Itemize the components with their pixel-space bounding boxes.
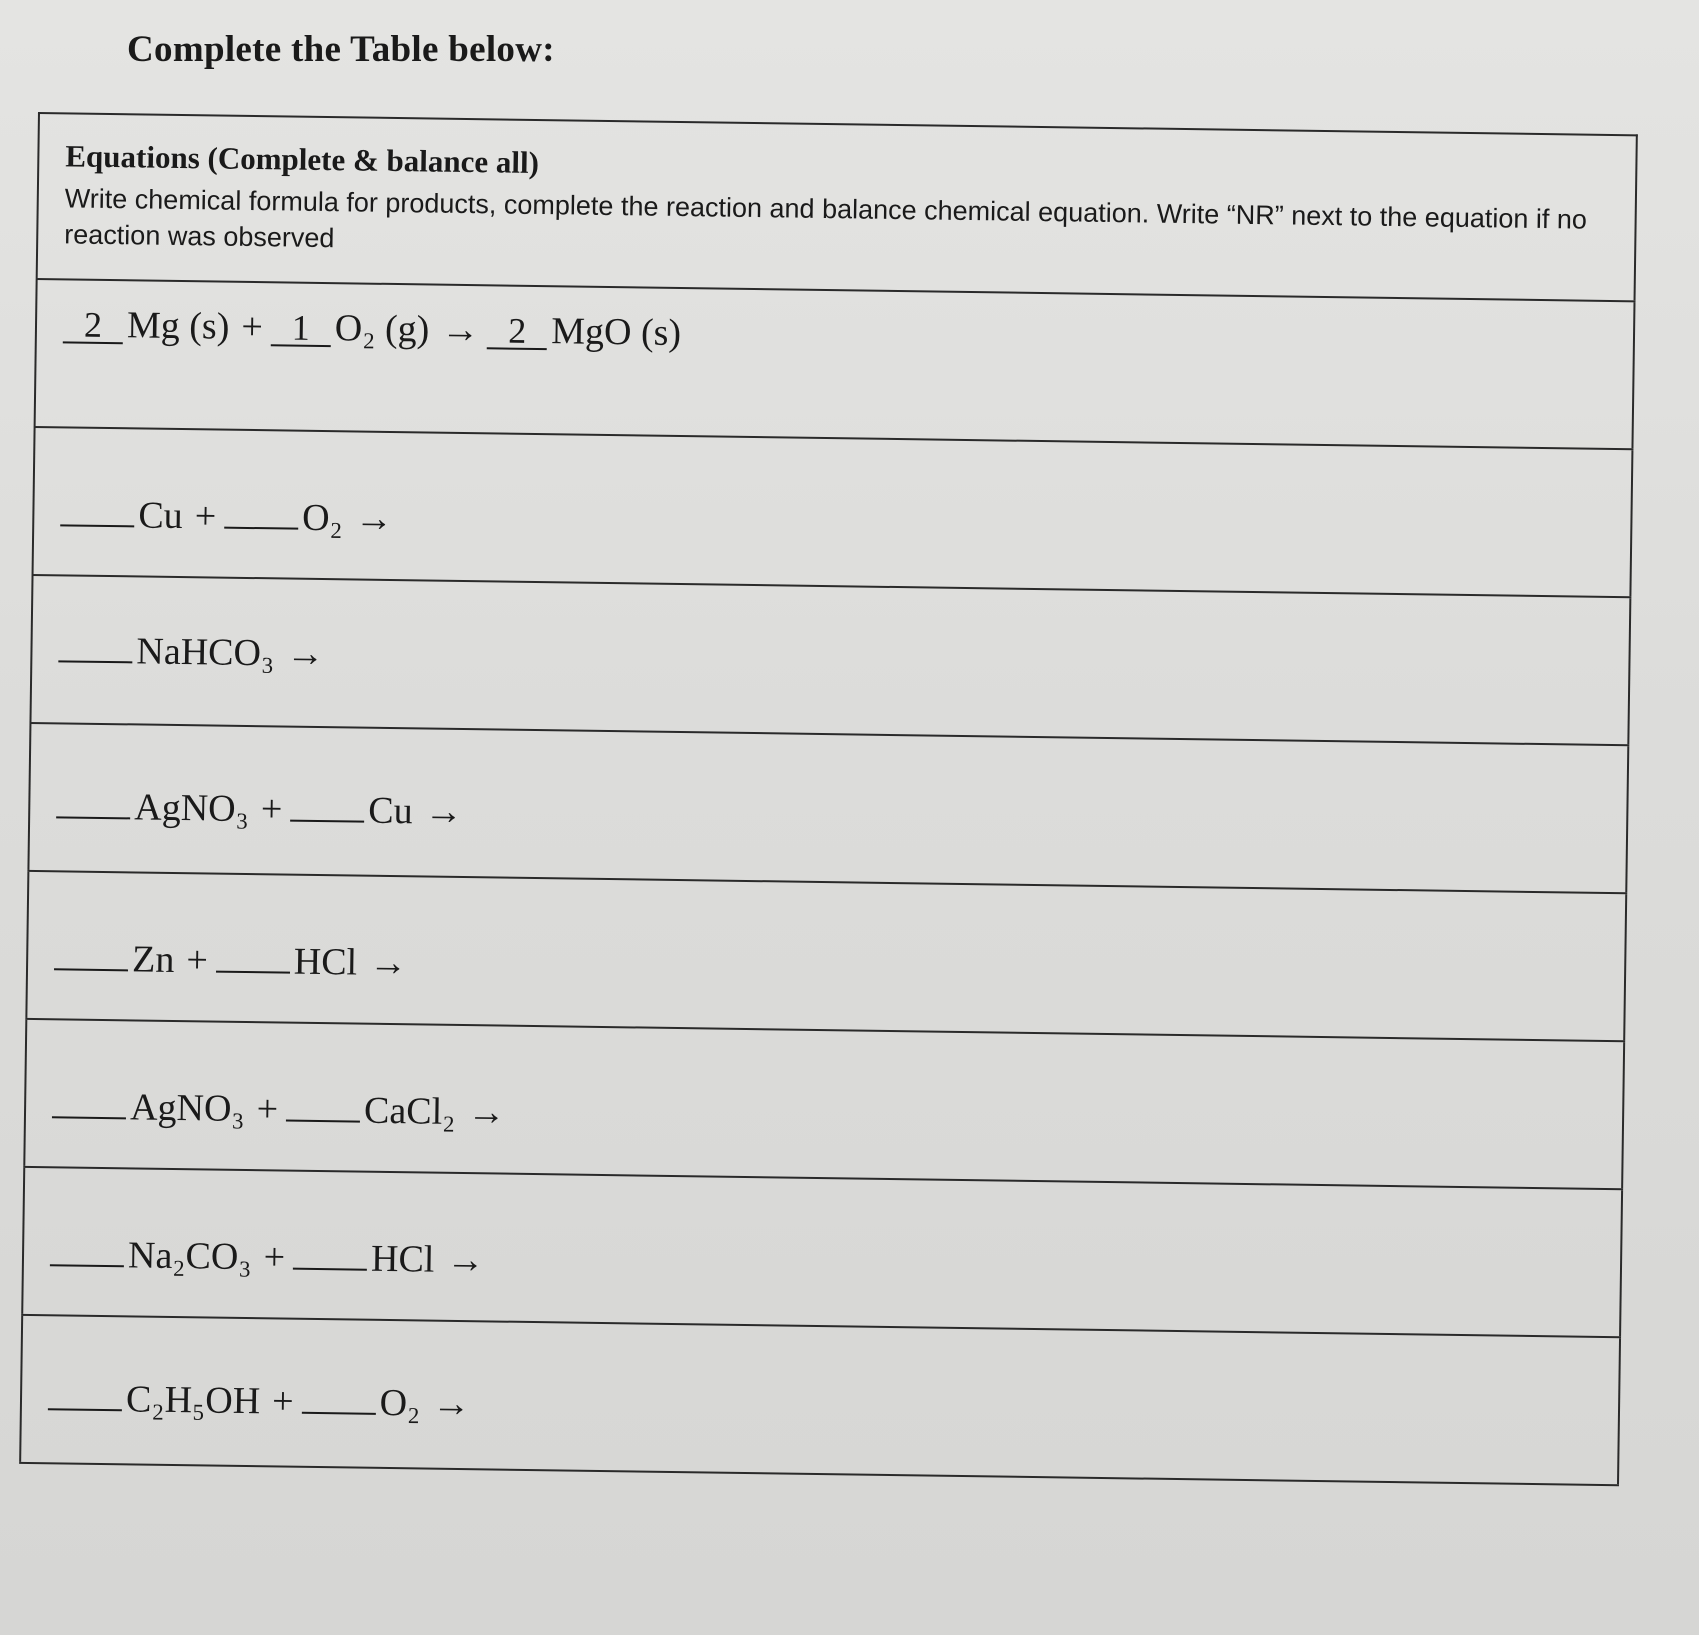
equation-agno3-cu xyxy=(56,724,1601,850)
plus-sign: + xyxy=(194,495,217,538)
reaction-arrow: → xyxy=(424,790,463,833)
coefficient-blank[interactable] xyxy=(224,527,298,530)
table-row xyxy=(33,427,1633,597)
reactant-formula: Na₂CO₃ xyxy=(127,1234,252,1279)
table-header-cell xyxy=(37,113,1637,301)
reaction-arrow: → xyxy=(432,1382,471,1426)
equation-cell xyxy=(20,1315,1620,1485)
equation-cell xyxy=(35,279,1635,449)
reactant-formula: O₂ xyxy=(301,496,344,540)
equation-c2h5oh-o2 xyxy=(48,1316,1593,1442)
reactant-formula: CaCl₂ xyxy=(363,1089,456,1133)
plus-sign: + xyxy=(271,1380,294,1423)
equation-cell xyxy=(24,1019,1624,1189)
coefficient-blank[interactable]: 1 xyxy=(271,310,331,347)
coefficient-blank[interactable] xyxy=(52,1116,126,1119)
coefficient-blank[interactable] xyxy=(290,820,364,823)
coefficient-blank[interactable] xyxy=(293,1268,367,1271)
reactant-formula: Zn xyxy=(131,938,175,981)
equation-cell xyxy=(28,723,1628,893)
reactant-formula: HCl xyxy=(370,1237,435,1281)
reaction-arrow: → xyxy=(354,497,394,540)
plus-sign: + xyxy=(263,1236,286,1279)
coefficient-blank[interactable] xyxy=(50,1264,124,1267)
table-row xyxy=(24,1019,1624,1189)
reactant-formula: Mg (s) xyxy=(126,304,230,348)
reaction-arrow: → xyxy=(285,632,325,676)
coefficient-blank[interactable] xyxy=(54,968,128,971)
worksheet-table-container xyxy=(18,112,1638,1584)
reactant-formula: O₂ (g) xyxy=(334,307,430,351)
equation-zn-hcl xyxy=(54,872,1599,1002)
plus-sign: + xyxy=(241,305,264,349)
coefficient-blank[interactable] xyxy=(58,660,132,663)
table-row xyxy=(28,723,1628,893)
table-row xyxy=(35,279,1635,449)
plus-sign: + xyxy=(256,1088,279,1131)
table-row xyxy=(30,575,1630,745)
coefficient-blank[interactable] xyxy=(48,1408,122,1411)
plus-sign: + xyxy=(186,939,209,982)
equation-cell xyxy=(26,871,1626,1041)
reaction-arrow: → xyxy=(446,1238,485,1282)
header-instructions: Write chemical formula for products, complete the reaction and balance chemical equation. Write “NR” next to the equation if no reaction was observed xyxy=(64,183,1588,254)
coefficient-blank[interactable] xyxy=(301,1412,375,1415)
equation-agno3-cacl2 xyxy=(52,1020,1597,1150)
coefficient-blank[interactable] xyxy=(60,524,134,527)
equation-cell xyxy=(22,1167,1622,1337)
equation-cell xyxy=(30,575,1630,745)
reactant-formula: AgNO₃ xyxy=(129,1086,245,1130)
coefficient-blank[interactable] xyxy=(286,1120,360,1123)
coefficient-blank[interactable]: 2 xyxy=(63,307,123,344)
page-title: Complete the Table below: xyxy=(127,29,555,70)
reactant-formula: NaHCO₃ xyxy=(136,630,275,675)
table-row xyxy=(26,871,1626,1041)
equation-na2co3-hcl xyxy=(50,1168,1595,1298)
reactant-formula: AgNO₃ xyxy=(134,786,250,831)
reaction-arrow: → xyxy=(368,941,408,985)
equations-table xyxy=(19,112,1638,1486)
table-row xyxy=(22,1167,1622,1337)
reaction-arrow: → xyxy=(467,1091,506,1134)
reactant-formula: C₂H₅OH xyxy=(125,1378,261,1423)
equation-cell xyxy=(33,427,1633,597)
table-header-row xyxy=(37,113,1637,301)
equation-cu-o2 xyxy=(60,428,1605,558)
reactant-formula: O₂ xyxy=(379,1381,421,1425)
plus-sign: + xyxy=(260,788,283,831)
reactant-formula: Cu xyxy=(367,789,413,833)
coefficient-blank[interactable] xyxy=(56,816,130,819)
table-row xyxy=(20,1315,1620,1485)
reactant-formula: Cu xyxy=(138,494,184,538)
product-formula: MgO (s) xyxy=(551,310,682,354)
reactant-formula: HCl xyxy=(293,940,358,984)
reaction-arrow: → xyxy=(441,308,480,352)
coefficient-blank[interactable] xyxy=(216,971,290,974)
coefficient-blank[interactable]: 2 xyxy=(487,313,547,350)
header-title: Equations (Complete & balance all) xyxy=(65,138,540,180)
equation-nahco3 xyxy=(58,576,1603,694)
